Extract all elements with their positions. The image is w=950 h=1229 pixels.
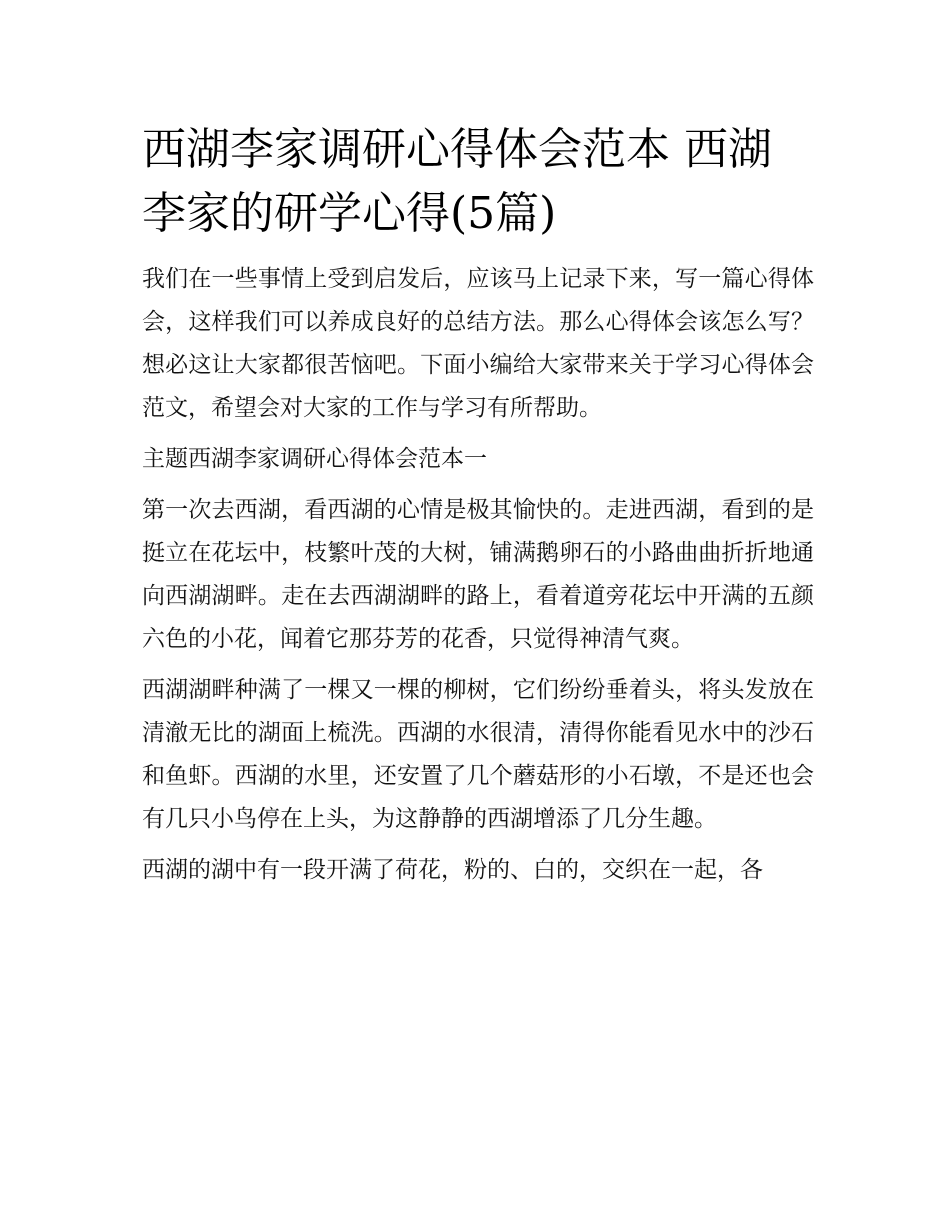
document-title: 西湖李家调研心得体会范本 西湖李家的研学心得(5篇) [142,124,772,239]
section-heading: 主题西湖李家调研心得体会范本一 [142,446,487,472]
intro-paragraph: 我们在一些事情上受到启发后，应该马上记录下来，写一篇心得体会，这样我们可以养成良好的总结方法。那么心得体会该怎么写？想必这让大家都很苦恼吧。下面小编给大家带来关于学习心得体会范文，希望会对大家的工作与学习有所帮助。 [142,266,814,421]
body-paragraph: 西湖的湖中有一段开满了荷花，粉的、白的，交织在一起，各 [142,857,763,883]
body-paragraph: 第一次去西湖，看西湖的心情是极其愉快的。走进西湖，看到的是挺立在花坛中，枝繁叶茂的大树，铺满鹅卵石的小路曲曲折折地通向西湖湖畔。走在去西湖湖畔的路上，看着道旁花坛中开满的五颜六色的小花，闻着它那芬芳的花香，只觉得神清气爽。 [142,497,814,652]
document-body [142,118,814,892]
body-paragraph: 西湖湖畔种满了一棵又一棵的柳树，它们纷纷垂着头，将头发放在清澈无比的湖面上梳洗。西湖的水很清，清得你能看见水中的沙石和鱼虾。西湖的水里，还安置了几个蘑菇形的小石墩，不是还也会有几只小鸟停在上头，为这静静的西湖增添了几分生趣。 [142,677,814,832]
